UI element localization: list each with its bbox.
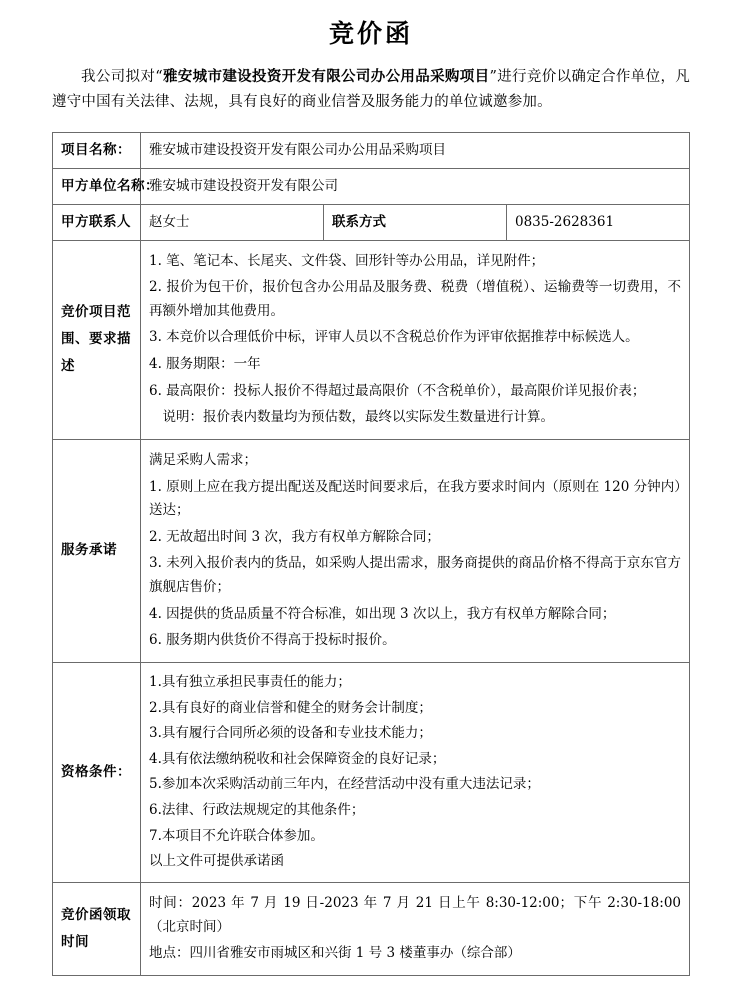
table-row-party-a (53, 168, 690, 204)
qualification-item: 7.本项目不允许联合体参加。 (149, 827, 324, 844)
scope-item: 2. 报价为包干价，报价包含办公用品及服务费、税费（增值税）、运输费等一切费用，不再额外增加其他费用。 (149, 279, 681, 319)
scope-item-note: 说明：报价表内数量均为预估数，最终以实际发生数量进行计算。 (162, 409, 554, 426)
intro-paragraph (52, 64, 690, 116)
service-item: 6. 服务期内供货价不得高于投标时报价。 (149, 632, 396, 649)
table-row-scope (53, 240, 690, 439)
service-item: 1. 原则上应在我方提出配送及配送时间要求后，在我方要求时间内（原则在 120 分钟内）送达； (149, 478, 681, 519)
contact-label: 甲方联系人 (53, 204, 141, 240)
qualification-cell (141, 662, 690, 882)
project-name-value: 雅安城市建设投资开发有限公司办公用品采购项目 (141, 132, 690, 168)
qualification-item: 5.参加本次采购活动前三年内，在经营活动中没有重大违法记录； (149, 776, 540, 793)
service-item: 3. 未列入报价表内的货品，如采购人提出需求，服务商提供的商品价格不得高于京东官方旗舰店售价； (149, 555, 681, 596)
contact-method-value: 0835-2628361 (507, 204, 690, 240)
page-title: 竞价函 (328, 19, 413, 48)
table-row-service (53, 439, 690, 662)
collect-time: 时间：2023 年 7 月 19 日-2023 年 7 月 21 日上午 8:30-12:00；下午 2:30-18:00（北京时间） (149, 894, 681, 935)
bid-info-table (52, 132, 690, 976)
scope-item: 4. 服务期限：一年 (149, 356, 261, 373)
intro-prefix: 我公司拟对“ (81, 69, 163, 85)
scope-cell (141, 240, 690, 439)
scope-label: 竞价项目范围、要求描述 (53, 240, 141, 439)
qualification-item: 3.具有履行合同所必须的设备和专业技术能力； (149, 725, 432, 742)
table-row-contact (53, 204, 690, 240)
contact-method-label: 联系方式 (324, 204, 507, 240)
qualification-item: 6.法律、行政法规规定的其他条件； (149, 802, 365, 819)
collect-label: 竞价函领取时间 (53, 882, 141, 975)
table-row-collect (53, 882, 690, 975)
scope-item: 3. 本竞价以合理低价中标，评审人员以不含税总价作为评审依据推荐中标候选人。 (149, 329, 639, 346)
qualification-label: 资格条件： (53, 662, 141, 882)
party-a-value: 雅安城市建设投资开发有限公司 (141, 168, 690, 204)
service-label: 服务承诺 (53, 439, 141, 662)
collect-cell (141, 882, 690, 975)
qualification-item: 以上文件可提供承诺函 (149, 853, 284, 870)
party-a-label: 甲方单位名称： (53, 168, 141, 204)
project-name-label: 项目名称： (53, 132, 141, 168)
contact-value: 赵女士 (141, 204, 324, 240)
service-item: 4. 因提供的货品质量不符合标准，如出现 3 次以上，我方有权单方解除合同； (149, 605, 616, 622)
collect-place: 地点：四川省雅安市雨城区和兴街 1 号 3 楼董事办（综合部） (149, 945, 521, 962)
table-row-qualification (53, 662, 690, 882)
qualification-item: 4.具有依法缴纳税收和社会保障资金的良好记录； (149, 750, 446, 767)
table-row-project-name (53, 132, 690, 168)
intro-project-name: 雅安城市建设投资开发有限公司办公用品采购项目 (162, 68, 490, 85)
service-intro: 满足采购人需求； (149, 451, 257, 468)
intro-suffix: ”进行竞价以确定合作单位，凡遵守中国有关法律、法规，具有良好的商业信誉及服务能力的单位诚邀参加。 (52, 69, 690, 111)
service-cell (141, 439, 690, 662)
qualification-item: 2.具有良好的商业信誉和健全的财务会计制度； (149, 699, 432, 716)
scope-item: 6. 最高限价：投标人报价不得超过最高限价（不含税单价），最高限价详见报价表； (149, 382, 646, 399)
scope-item: 1. 笔、笔记本、长尾夹、文件袋、回形针等办公用品，详见附件； (149, 252, 545, 269)
service-item: 2. 无故超出时间 3 次，我方有权单方解除合同； (149, 528, 440, 545)
qualification-item: 1.具有独立承担民事责任的能力； (149, 673, 351, 690)
